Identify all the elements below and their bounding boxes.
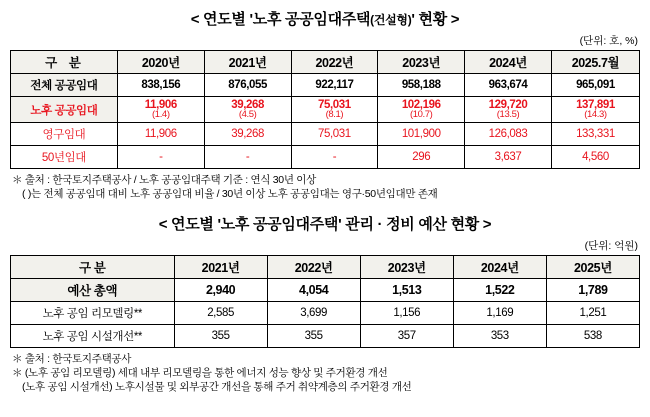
table1-note-0: ＊ 출처 : 한국토지주택공사 / 노후 공공임대주택 기준 : 연식 30년 이상 [12,174,316,186]
table2-col-5: 2025년 [546,256,639,279]
table2-note-0: ＊ 출처 : 한국토지주택공사 [12,353,132,365]
table1-row1-val4-num: 129,720 [488,99,528,111]
table2-row1-val4: 1,251 [546,302,639,325]
table1-row1-val2-paren: (8.1) [325,109,344,120]
table1-col-5: 2024년 [465,51,552,74]
table1-row3-val5: 4,560 [551,146,639,169]
section-spacer [10,201,640,211]
table1-row1-val3 [378,97,465,123]
table1-row0-label: 전체 공공임대 [11,74,118,97]
table1-notes [12,173,640,201]
table-aged-public-rental-budget [10,255,640,348]
table1-row1-val1 [204,97,291,123]
table2-row0-val3: 1,522 [453,279,546,302]
table1-row2-val0: 11,906 [117,123,204,146]
table1-row2-val5: 133,331 [551,123,639,146]
table-row [11,97,640,123]
table1-col-2: 2021년 [204,51,291,74]
table1-row1-val5-paren: (14.3) [584,109,607,120]
table2-unit: (단위: 억원) [584,240,638,252]
table1-row1-val0-num: 11,906 [144,99,177,111]
table1-title-pre: < 연도별 '노후 공공임대주택 [190,11,371,28]
table1-row1-val5 [551,97,639,123]
table2-row2-val3: 353 [453,325,546,348]
table1-col-6: 2025.7월 [551,51,639,74]
table1-row1-val1-paren: (4.5) [238,109,257,120]
table2-row0-val2: 1,513 [360,279,453,302]
table1-row1-val0-paren: (1.4) [152,109,170,120]
table2-col-0: 구 분 [11,256,175,279]
table2-row2-val2: 357 [360,325,453,348]
table1-unit: (단위: 호, %) [579,35,638,47]
table1-row0-val5: 965,091 [551,74,639,97]
table2-row0-val0: 2,940 [174,279,267,302]
table-row [11,123,640,146]
table-row [11,146,640,169]
table2-row1-val0: 2,585 [174,302,267,325]
table2-row2-val1: 355 [267,325,360,348]
table-row [11,74,640,97]
table1-row1-val2-num: 75,031 [318,99,351,111]
table1-row0-val2: 922,117 [291,74,378,97]
table1-col-1: 2020년 [117,51,204,74]
table2-note-2: (노후 공임 시설개선) 노후시설물 및 외부공간 개선을 통해 주거 취약계층의 주거환경 개선 [22,381,412,393]
table-row [11,279,640,302]
table-row [11,325,640,348]
table1-row1-val2 [291,97,378,123]
table2-note-1: ＊ (노후 공임 리모델링) 세대 내부 리모델링을 통한 에너지 성능 향상 및 주거환경 개선 [12,367,388,379]
table2-row1-val1: 3,699 [267,302,360,325]
table1-row0-val0: 838,156 [117,74,204,97]
table2-col-2: 2022년 [267,256,360,279]
table2-row0-val1: 4,054 [267,279,360,302]
table1-row2-val1: 39,268 [204,123,291,146]
table2-col-1: 2021년 [174,256,267,279]
table1-note-1: ( )는 전체 공공임대 대비 노후 공공임대 비율 / 30년 이상 노후 공공임대는 영구·50년임대만 존재 [22,188,438,200]
table2-col-4: 2024년 [453,256,546,279]
table-row [11,302,640,325]
table1-row2-val2: 75,031 [291,123,378,146]
table2-row0-label: 예산 총액 [11,279,175,302]
table1-row1-val4-paren: (13.5) [496,109,520,120]
table2-header-row [11,256,640,279]
table1-row1-val4 [465,97,552,123]
table1-header-row [11,51,640,74]
table1-row1-label: 노후 공공임대 [11,97,118,123]
table1-row3-val0: - [117,146,204,169]
table1-row3-val4: 3,637 [465,146,552,169]
table1-col-3: 2022년 [291,51,378,74]
table1-row3-val1: - [204,146,291,169]
table1-row1-val3-paren: (10.7) [410,109,433,120]
table-aged-public-rental-status [10,50,640,169]
table1-title-post: ' 현황 > [411,11,460,28]
table1-row2-label: 영구임대 [11,123,118,146]
table1-row0-val1: 876,055 [204,74,291,97]
table2-row0-val4: 1,789 [546,279,639,302]
table2-row1-val3: 1,169 [453,302,546,325]
table1-col-4: 2023년 [378,51,465,74]
table2-notes [12,352,640,394]
table1-row1-val1-num: 39,268 [231,99,264,111]
table2-row1-label: 노후 공임 리모델링** [11,302,175,325]
table1-row0-val4: 963,674 [465,74,552,97]
table1-row1-val0 [117,97,204,123]
table1-row2-val4: 126,083 [465,123,552,146]
table1-row1-val5-num: 137,891 [576,99,615,111]
table1-row2-val3: 101,900 [378,123,465,146]
table1-col-0: 구 분 [11,51,118,74]
table1-row0-val3: 958,188 [378,74,465,97]
table1-row3-label: 50년임대 [11,146,118,169]
table1-title-sub: (건설형) [370,13,412,27]
table2-row1-val2: 1,156 [360,302,453,325]
table1-row1-val3-num: 102,196 [401,99,441,111]
table2-row2-val0: 355 [174,325,267,348]
table1-title [10,8,640,29]
table1-row3-val2: - [291,146,378,169]
table2-row2-label: 노후 공임 시설개선** [11,325,175,348]
table2-col-3: 2023년 [360,256,453,279]
table2-title: < 연도별 '노후 공공임대주택' 관리 · 정비 예산 현황 > [158,216,492,233]
table1-row3-val3: 296 [378,146,465,169]
table2-row2-val4: 538 [546,325,639,348]
